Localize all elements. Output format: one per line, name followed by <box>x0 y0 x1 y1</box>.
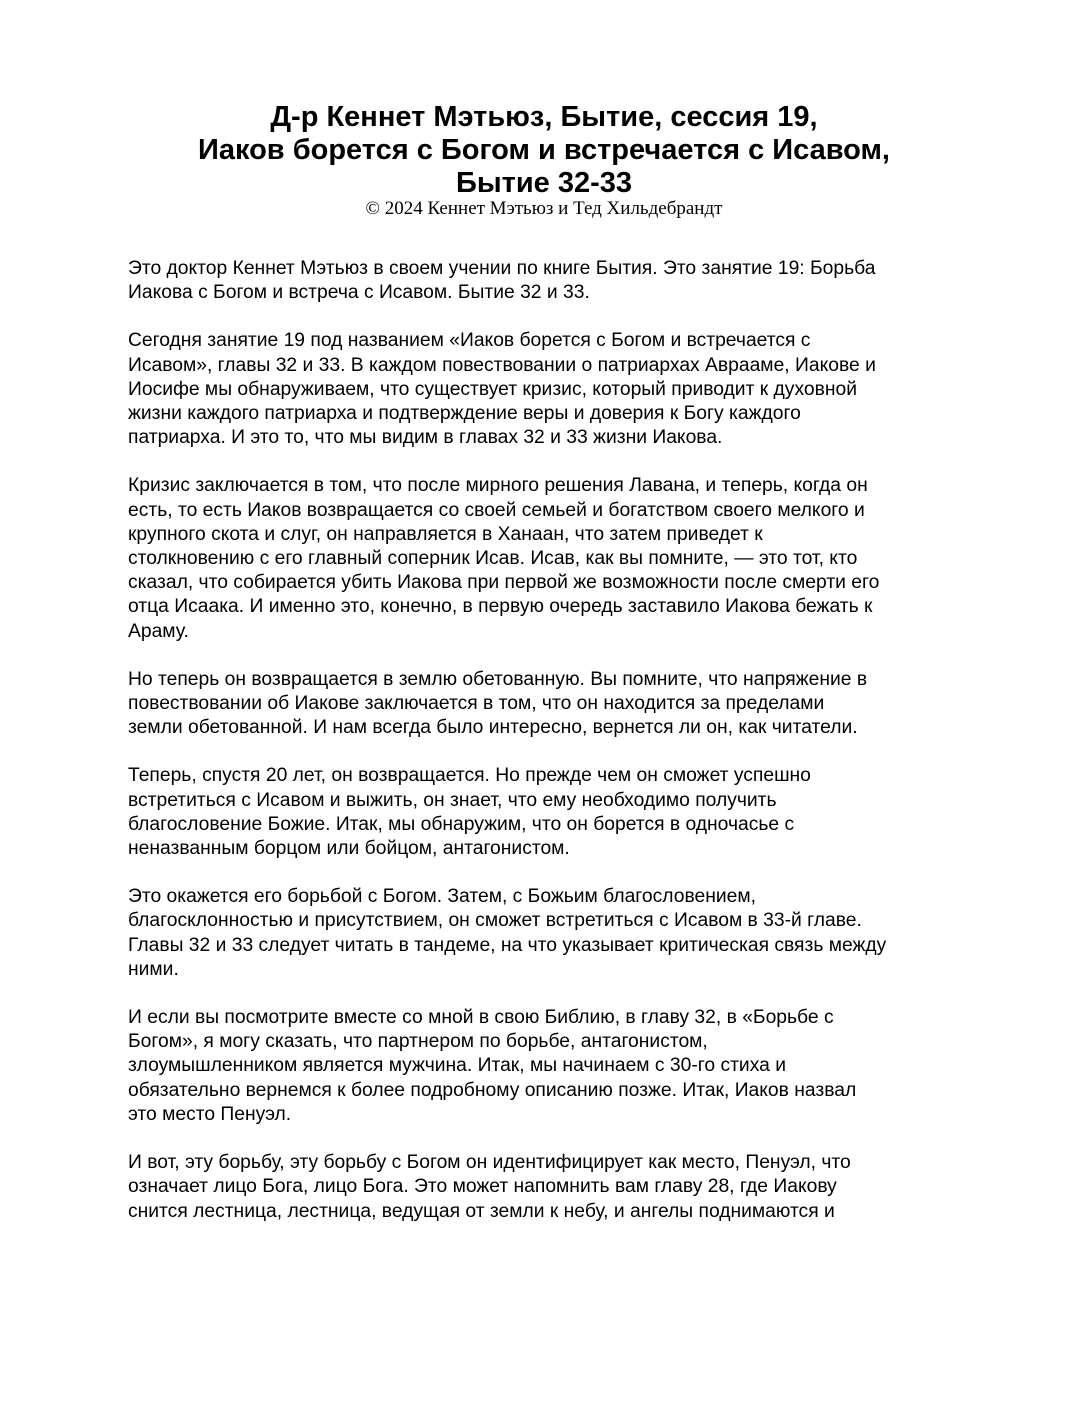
title-line-2: Иаков борется с Богом и встречается с Исавом, <box>197 134 890 166</box>
paragraph-3: Кризис заключается в том, что после мирного решения Лавана, и теперь, когда он есть, то есть Иаков возвращается со своей семьей и богатством своего мелкого и крупного скота и слуг, он направляется в Ханаан, что затем приведет к столкновению с его главный соперник Исав. Исав, как вы помните, — это тот, кто сказал, что собирается убить Иакова при первой же возможности после смерти его отца Исаака. И именно это, конечно, в первую очередь заставило Иакова бежать к Араму. <box>128 475 880 642</box>
paragraph-6: Это окажется его борьбой с Богом. Затем, с Божьим благословением, благосклонностью и присутствием, он сможет встретиться с Исавом в 33-й главе. Главы 32 и 33 следует читать в тандеме, на что указывает критическая связь между ними. <box>128 886 887 980</box>
title-block <box>0 101 1088 220</box>
body-text <box>128 257 968 1248</box>
paragraph-2: Сегодня занятие 19 под названием «Иаков борется с Богом и встречается с Исавом», главы 32 и 33. В каждом повествовании о патриархах Аврааме, Иакове и Иосифе мы обнаруживаем, что существует кризис, который приводит к духовной жизни каждого патриарха и подтверждение веры и доверия к Богу каждого патриарха. И это то, что мы видим в главах 32 и 33 жизни Иакова. <box>128 330 876 449</box>
paragraph-4: Но теперь он возвращается в землю обетованную. Вы помните, что напряжение в повествовании об Иакове заключается в том, что он находится за пределами земли обетованной. И нам всегда было интересно, вернется ли он, как читатели. <box>128 668 868 739</box>
paragraph-7: И если вы посмотрите вместе со мной в свою Библию, в главу 32, в «Борьбе с Богом», я могу сказать, что партнером по борьбе, антагонистом, злоумышленником является мужчина. Итак, мы начинаем с 30-го стиха и обязательно вернемся к более подробному описанию позже. Итак, Иаков назвал это место Пенуэл. <box>128 1007 857 1125</box>
paragraph-5: Теперь, спустя 20 лет, он возвращается. Но прежде чем он сможет успешно встретиться с Исавом и выжить, он знает, что ему необходимо получить благословение Божие. Итак, мы обнаружим, что он борется в одночасье с неназванным борцом или бойцом, антагонистом. <box>128 765 811 860</box>
paragraph-8: И вот, эту борьбу, эту борьбу с Богом он идентифицирует как место, Пенуэл, что означает лицо Бога, лицо Бога. Это может напомнить вам главу 28, где Иакову снится лестница, лестница, ведущая от земли к небу, и ангелы поднимаются и <box>128 1152 851 1222</box>
copyright-notice: © 2024 Кеннет Мэтьюз и Тед Хильдебрандт <box>365 198 723 219</box>
title-line-1: Д-р Кеннет Мэтьюз, Бытие, сессия 19, <box>270 101 818 133</box>
title-line-3: Бытие 32-33 <box>456 167 632 199</box>
paragraph-1: Это доктор Кеннет Мэтьюз в своем учении по книге Бытия. Это занятие 19: Борьба Иакова с Богом и встреча с Исавом. Бытие 32 и 33. <box>128 258 876 304</box>
